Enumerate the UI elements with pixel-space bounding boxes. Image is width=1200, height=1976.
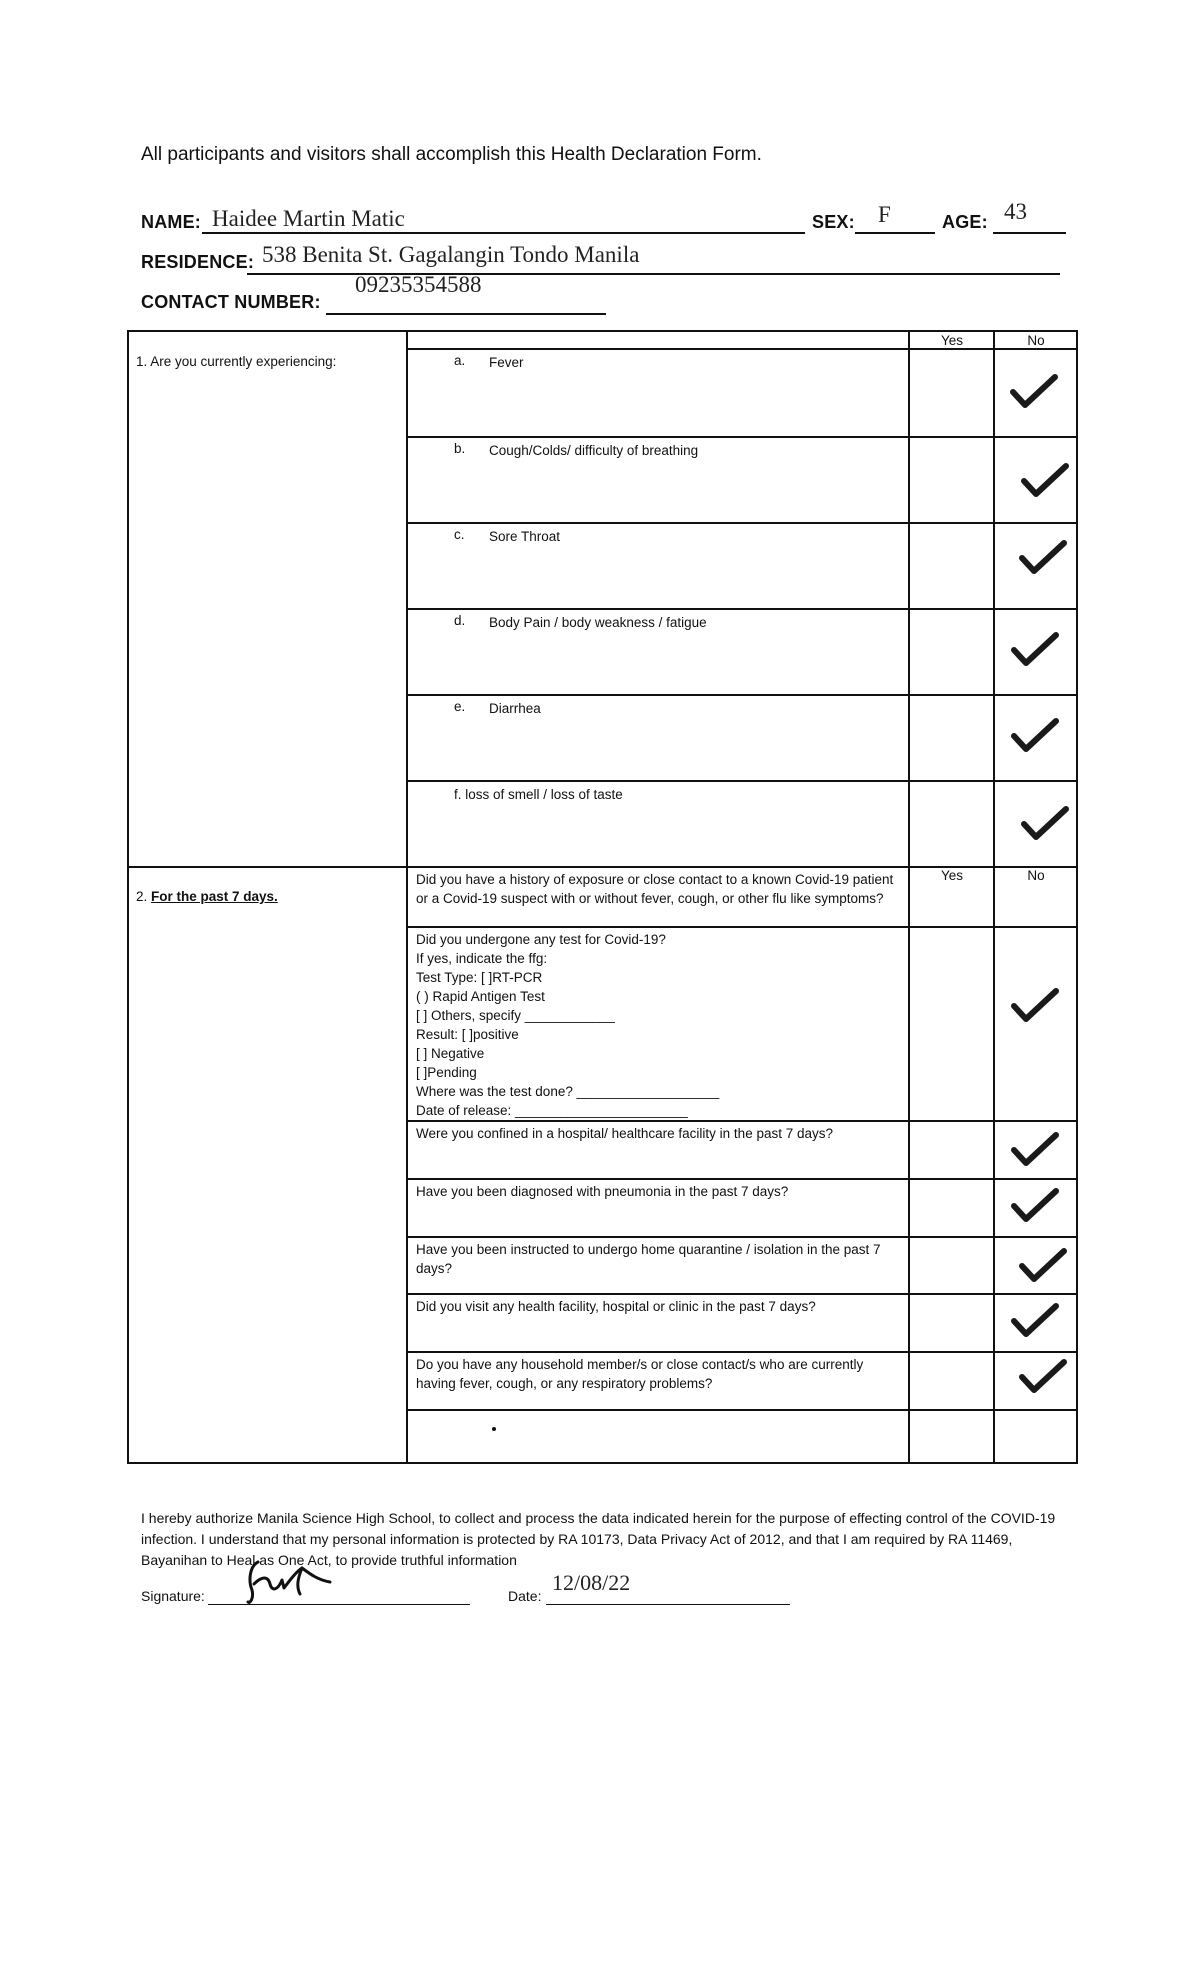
checkmark-icon[interactable]	[1011, 632, 1059, 668]
sex-underline	[855, 232, 935, 234]
signature-drawing[interactable]	[244, 1554, 334, 1606]
age-underline	[993, 232, 1066, 234]
checkmark-icon[interactable]	[1021, 463, 1069, 499]
section-2-header-yes: Yes	[940, 868, 964, 883]
date-line	[546, 1604, 790, 1605]
signature-label: Signature:	[141, 1588, 205, 1604]
declaration-table	[127, 330, 1078, 1464]
section-2-title: For the past 7 days.	[151, 889, 278, 904]
header-row-line	[406, 348, 1078, 350]
date-value[interactable]: 12/08/22	[552, 1570, 631, 1595]
symptom-question: Sore Throat	[489, 529, 561, 544]
checkmark-icon[interactable]	[1021, 806, 1069, 842]
exposure-question: Have you been instructed to undergo home quarantine / isolation in the past 7 days?	[416, 1242, 881, 1276]
checkmark-icon[interactable]	[1019, 540, 1067, 576]
symptom-question: Body Pain / body weakness / fatigue	[489, 615, 707, 630]
section-2-row-line	[406, 926, 1078, 928]
age-label: AGE:	[942, 212, 988, 232]
checkmark-icon[interactable]	[1011, 988, 1059, 1024]
column-header-no: No	[1027, 333, 1045, 348]
date-label: Date:	[508, 1588, 542, 1604]
residence-value[interactable]: 538 Benita St. Gagalangin Tondo Manila	[262, 242, 640, 267]
item-letter: b.	[454, 441, 466, 456]
exposure-question: Were you confined in a hospital/ healthcare facility in the past 7 days?	[416, 1126, 833, 1141]
section-2-row-line	[406, 1409, 1078, 1411]
section-2-row-line	[406, 1351, 1078, 1353]
contact-label: CONTACT NUMBER:	[141, 292, 321, 312]
table-left-border	[127, 330, 129, 1464]
section-1-row-line	[406, 780, 1078, 782]
section-2-header-no: No	[1027, 868, 1045, 883]
section-2-prefix: 2.	[136, 889, 152, 904]
sex-value[interactable]: F	[878, 202, 891, 227]
residence-label: RESIDENCE:	[141, 252, 255, 272]
name-underline	[202, 232, 805, 234]
name-label: NAME:	[141, 212, 201, 232]
checkmark-icon[interactable]	[1011, 1132, 1059, 1168]
item-letter: a.	[454, 353, 466, 368]
section-2-label	[136, 887, 278, 906]
checkmark-icon[interactable]	[1011, 1188, 1059, 1224]
exposure-question: Do you have any household member/s or close contact/s who are currently having fever, cough, or any respiratory problems?	[416, 1357, 864, 1391]
section-2-row-line	[406, 1120, 1078, 1122]
item-letter: e.	[454, 699, 466, 714]
section-2-row-line	[406, 1293, 1078, 1295]
section-divider-line	[127, 866, 1078, 868]
item-letter: c.	[454, 527, 465, 542]
section-2-row-line	[406, 1178, 1078, 1180]
exposure-question: Did you have a history of exposure or close contact to a known Covid-19 patient or a Covid-19 suspect with or without fever, cough, or other flu like symptoms?	[416, 872, 894, 906]
section-1-row-line	[406, 694, 1078, 696]
symptom-question: Fever	[489, 355, 524, 370]
symptom-question: f. loss of smell / loss of taste	[454, 787, 623, 802]
checkmark-icon[interactable]	[1019, 1248, 1067, 1284]
section-1-row-line	[406, 522, 1078, 524]
section-1-row-line	[406, 436, 1078, 438]
contact-value[interactable]: 09235354588	[355, 272, 482, 297]
form-instructions: All participants and visitors shall accomplish this Health Declaration Form.	[141, 144, 762, 165]
section-2-row-line	[406, 1236, 1078, 1238]
exposure-question: Did you undergone any test for Covid-19? If yes, indicate the ffg: Test Type: [ ]RT-PCR ( ) Rapid Antigen Test [ ] Others, specify ____________ Result: [ ]positive [ ] Negative [ ]Pending Where was the test done? ___________________ Date of release: _______________________	[416, 932, 720, 1118]
checkmark-icon[interactable]	[1011, 718, 1059, 754]
table-top-border	[127, 330, 1078, 332]
item-letter: d.	[454, 613, 466, 628]
table-bottom-border	[127, 1462, 1078, 1464]
consent-statement: I hereby authorize Manila Science High School, to collect and process the data indicated herein for the purpose of effecting control of the COVID-19 infection. I understand that my personal information is protected by RA 10173, Data Privacy Act of 2012, and that I am required by RA 11469, Bayanihan to Heal as One Act, to provide truthful information	[141, 1510, 1056, 1568]
exposure-question: Have you been diagnosed with pneumonia in the past 7 days?	[416, 1184, 789, 1199]
checkmark-icon[interactable]	[1010, 374, 1058, 410]
age-value[interactable]: 43	[1004, 199, 1027, 224]
section-1-row-line	[406, 608, 1078, 610]
column-header-yes: Yes	[940, 333, 964, 348]
exposure-question: Did you visit any health facility, hospital or clinic in the past 7 days?	[416, 1299, 816, 1314]
symptom-question: Cough/Colds/ difficulty of breathing	[489, 443, 699, 458]
name-value[interactable]: Haidee Martin Matic	[212, 206, 405, 231]
stray-mark	[492, 1427, 496, 1431]
section-1-label: 1. Are you currently experiencing:	[136, 354, 337, 369]
contact-underline	[326, 313, 606, 315]
checkmark-icon[interactable]	[1011, 1303, 1059, 1339]
checkmark-icon[interactable]	[1019, 1359, 1067, 1395]
symptom-question: Diarrhea	[489, 701, 541, 716]
sex-label: SEX:	[812, 212, 855, 232]
